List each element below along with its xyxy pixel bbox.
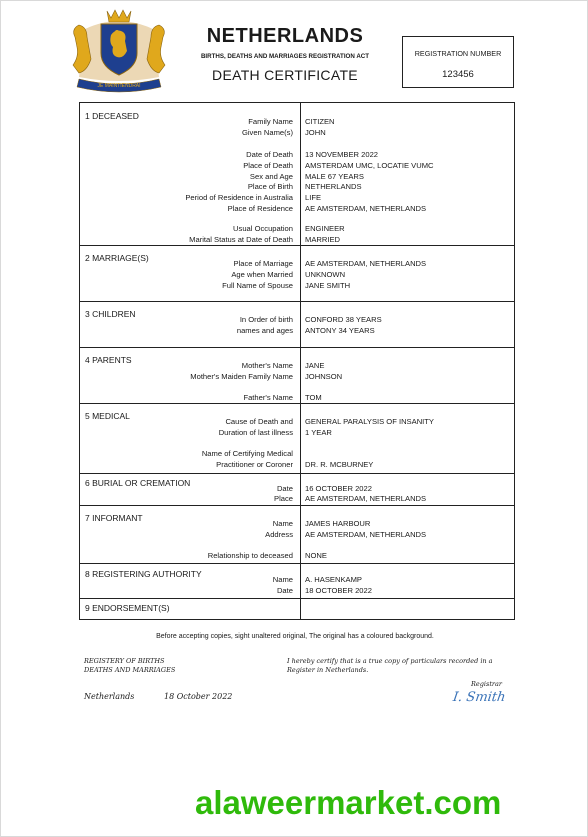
registration-label: REGISTRATION NUMBER	[414, 49, 502, 58]
burial-date-value: 16 OCTOBER 2022	[305, 484, 372, 493]
burial-date-label: Date	[276, 484, 293, 493]
verification-note: Before accepting copies, sight unaltered original, The original has a coloured background.	[156, 633, 434, 640]
marital-status-value: MARRIED	[305, 235, 341, 244]
registration-box	[402, 36, 514, 88]
family-name-value: CITIZEN	[305, 117, 335, 126]
issue-place: Netherlands	[84, 692, 135, 701]
informant-address-value: AE AMSTERDAM, NETHERLANDS	[305, 530, 427, 539]
watermark-text: alaweermarket.com	[195, 784, 502, 821]
row-divider	[80, 301, 514, 302]
certifying-label-2: Practitioner or Coroner	[216, 460, 293, 469]
registration-number: 123456	[442, 69, 474, 80]
place-of-birth-label: Place of Birth	[247, 182, 293, 191]
marriage-age-label: Age when Married	[231, 270, 293, 279]
registry-line-1: REGISTERY OF BIRTHS	[84, 657, 165, 665]
period-residence-label: Period of Residence in Australia	[185, 193, 293, 202]
certificate-table	[79, 102, 515, 620]
sex-age-value: MALE 67 YEARS	[305, 172, 364, 181]
informant-address-label: Address	[265, 530, 293, 539]
father-name-label: Father's Name	[243, 393, 293, 402]
column-divider	[300, 103, 301, 619]
section-burial-title: 6 BURIAL OR CREMATION	[85, 478, 191, 488]
section-marriage-title: 2 MARRIAGE(S)	[85, 253, 149, 263]
row-divider	[80, 403, 514, 404]
row-divider	[80, 347, 514, 348]
section-endorsements-title: 9 ENDORSEMENT(S)	[85, 603, 170, 613]
authority-name-value: A. HASENKAMP	[305, 575, 362, 584]
mother-name-label: Mother's Name	[241, 361, 293, 370]
act-subtitle: BIRTHS, DEATHS AND MARRIAGES REGISTRATION ACT	[200, 53, 370, 60]
crest-motto: JE MAINTIENDRAI	[97, 83, 141, 89]
authority-date-value: 18 OCTOBER 2022	[305, 586, 372, 595]
children-names-label: names and ages	[236, 326, 293, 335]
registry-block	[84, 657, 175, 675]
spouse-value: JANE SMITH	[305, 281, 351, 290]
informant-name-value: JAMES HARBOUR	[305, 519, 371, 528]
marriage-place-value: AE AMSTERDAM, NETHERLANDS	[305, 259, 427, 268]
section-children-title: 3 CHILDREN	[85, 309, 136, 319]
section-parents-title: 4 PARENTS	[85, 355, 132, 365]
registrar-label: Registrar	[471, 680, 503, 688]
maiden-name-label: Mother's Maiden Family Name	[190, 372, 293, 381]
mother-name-value: JANE	[305, 361, 325, 370]
issue-date: 18 October 2022	[164, 692, 233, 701]
authority-name-label: Name	[272, 575, 293, 584]
row-divider	[80, 473, 514, 474]
certifying-value: DR. R. MCBURNEY	[305, 460, 374, 469]
child-2-value: ANTONY 34 YEARS	[305, 326, 375, 335]
row-divider	[80, 598, 514, 599]
father-name-value: TOM	[305, 393, 322, 402]
occupation-value: ENGINEER	[305, 224, 345, 233]
registry-line-2: DEATHS AND MARRIAGES	[84, 666, 176, 674]
given-names-value: JOHN	[305, 128, 326, 137]
certify-line-1: I hereby certify that is a true copy of particulars recorded in a	[287, 657, 493, 665]
burial-place-value: AE AMSTERDAM, NETHERLANDS	[305, 494, 427, 503]
cause-value: GENERAL PARALYSIS OF INSANITY	[305, 417, 434, 426]
marital-status-label: Marital Status at Date of Death	[189, 235, 293, 244]
marriage-age-value: UNKNOWN	[305, 270, 346, 279]
duration-label: Duration of last illness	[218, 428, 293, 437]
family-name-label: Family Name	[248, 117, 293, 126]
row-divider	[80, 245, 514, 246]
certifying-label-1: Name of Certifying Medical	[201, 449, 293, 458]
country-title: NETHERLANDS	[206, 25, 364, 47]
given-names-label: Given Name(s)	[241, 128, 293, 137]
certification-block	[287, 657, 517, 675]
section-medical-title: 5 MEDICAL	[85, 411, 130, 421]
burial-place-label: Place	[274, 494, 293, 503]
relationship-label: Relationship to deceased	[207, 551, 293, 560]
children-order-label: In Order of birth	[239, 315, 293, 324]
maiden-name-value: JOHNSON	[305, 372, 343, 381]
sex-age-label: Sex and Age	[249, 172, 293, 181]
place-of-death-value: AMSTERDAM UMC, LOCATIE VUMC	[305, 161, 434, 170]
duration-value: 1 YEAR	[305, 428, 332, 437]
marriage-place-label: Place of Marriage	[233, 259, 293, 268]
place-of-death-label: Place of Death	[243, 161, 293, 170]
section-informant-title: 7 INFORMANT	[85, 513, 143, 523]
place-residence-label: Place of Residence	[227, 204, 293, 213]
cause-label: Cause of Death and	[225, 417, 293, 426]
document-title: DEATH CERTIFICATE	[212, 67, 358, 83]
date-of-death-label: Date of Death	[246, 150, 293, 159]
registrar-signature: I. Smith	[451, 690, 507, 705]
section-deceased-title: 1 DECEASED	[85, 111, 139, 121]
coat-of-arms-icon	[65, 7, 173, 95]
certify-line-2: Register in Netherlands.	[287, 666, 369, 674]
period-residence-value: LIFE	[305, 193, 322, 202]
place-of-birth-value: NETHERLANDS	[305, 182, 362, 191]
informant-name-label: Name	[272, 519, 293, 528]
row-divider	[80, 505, 514, 506]
row-divider	[80, 563, 514, 564]
spouse-label: Full Name of Spouse	[222, 281, 293, 290]
occupation-label: Usual Occupation	[233, 224, 293, 233]
child-1-value: CONFORD 38 YEARS	[305, 315, 382, 324]
section-authority-title: 8 REGISTERING AUTHORITY	[85, 569, 202, 579]
relationship-value: NONE	[305, 551, 327, 560]
date-of-death-value: 13 NOVEMBER 2022	[305, 150, 379, 159]
authority-date-label: Date	[276, 586, 293, 595]
place-residence-value: AE AMSTERDAM, NETHERLANDS	[305, 204, 427, 213]
